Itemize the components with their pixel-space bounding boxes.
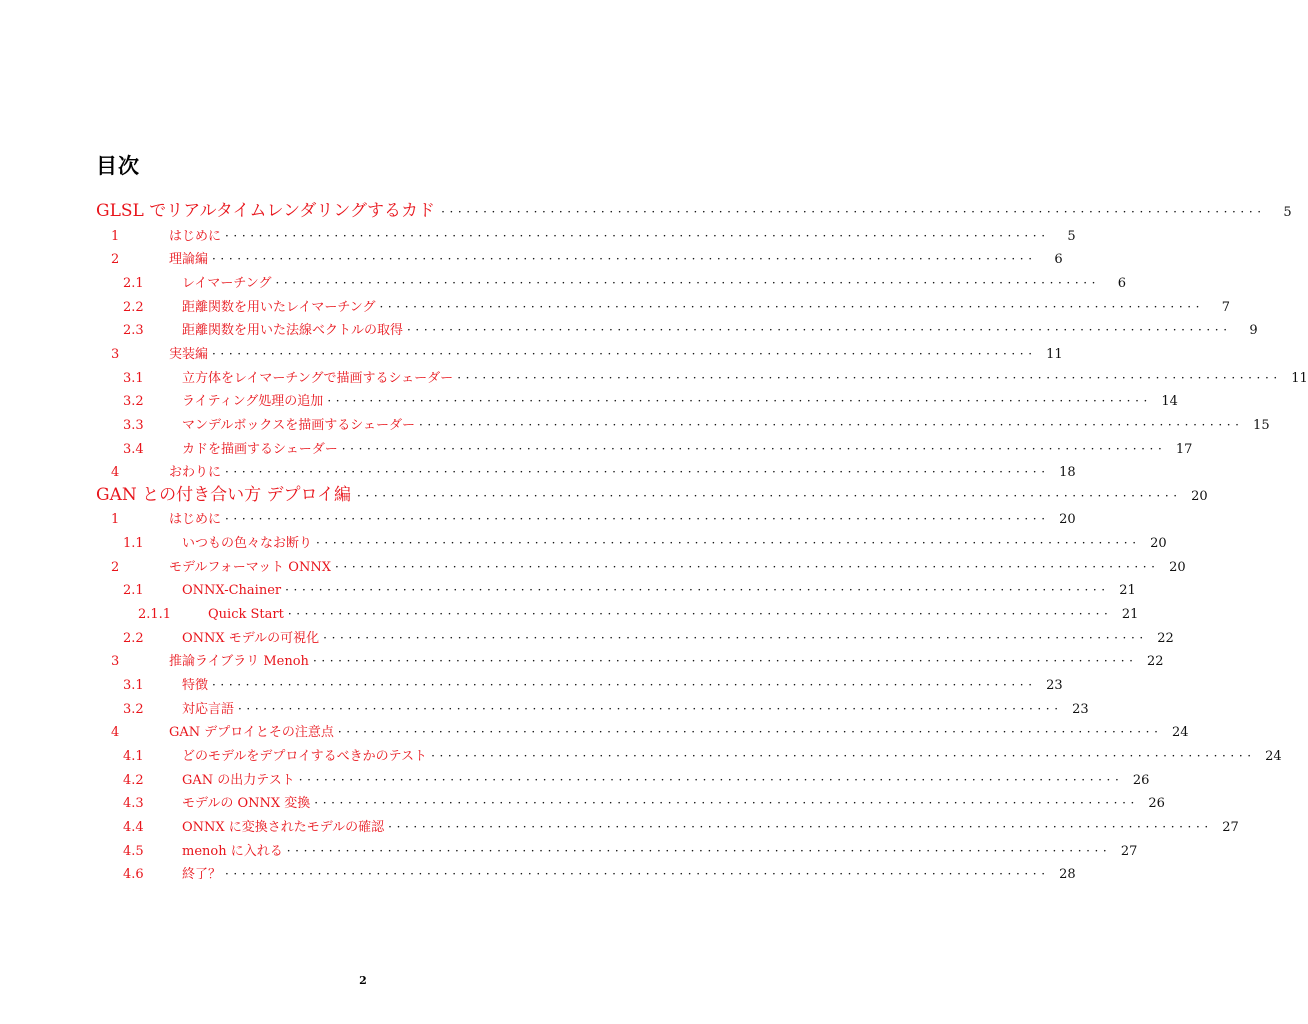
toc-entry-number: 2 xyxy=(111,252,120,268)
toc-entry-page: 7 xyxy=(1221,299,1231,315)
toc-entry[interactable] xyxy=(96,533,1167,554)
toc-dot-leader: ·································································································· xyxy=(341,441,1167,456)
toc-entry-title[interactable]: どのモデルをデプロイするべきかのテスト xyxy=(182,748,428,764)
toc-dot-leader: ·································································································· xyxy=(285,583,1110,598)
toc-dot-leader: ·································································································· xyxy=(418,417,1244,432)
toc-entry[interactable] xyxy=(96,344,1063,365)
toc-entry-page: 11 xyxy=(1046,346,1063,362)
toc-entry-page: 5 xyxy=(1283,205,1292,220)
toc-entry[interactable] xyxy=(96,368,1308,389)
toc-dot-leader: ·································································································· xyxy=(298,772,1124,787)
toc-dot-leader: ·································································································· xyxy=(312,654,1138,669)
toc-entry[interactable] xyxy=(96,580,1136,601)
toc-entry-title[interactable]: GAN との付き合い方 デプロイ編 xyxy=(96,484,352,505)
toc-entry-number: 1.1 xyxy=(123,536,144,552)
toc-entry-number: 3.2 xyxy=(123,394,144,410)
toc-entry-number: 2.1 xyxy=(123,275,144,291)
toc-entry-title[interactable]: 特徴 xyxy=(182,678,209,693)
toc-entry-title[interactable]: ONNX モデルの可視化 xyxy=(182,630,320,646)
toc-entry[interactable] xyxy=(96,746,1282,767)
toc-entry-title[interactable]: GAN デプロイとその注意点 xyxy=(169,725,334,741)
toc-entry-page: 26 xyxy=(1148,796,1165,812)
toc-dot-leader: ·································································································· xyxy=(357,488,1182,503)
toc-entry[interactable] xyxy=(96,273,1127,294)
toc-dot-leader: ·································································································· xyxy=(379,299,1205,314)
toc-entry-page: 20 xyxy=(1150,536,1167,552)
toc-entry-title[interactable]: menoh に入れる xyxy=(182,843,283,859)
toc-entry-title[interactable]: おわりに xyxy=(169,465,222,481)
toc-entry-title[interactable]: はじめに xyxy=(169,512,222,528)
toc-dot-leader: ·································································································· xyxy=(323,630,1148,645)
toc-entry-title[interactable]: ライティング処理の追加 xyxy=(182,394,324,410)
toc-dot-leader: ·································································································· xyxy=(334,559,1160,574)
toc-entry-page: 21 xyxy=(1119,583,1136,599)
toc-dot-leader: ·································································································· xyxy=(441,205,1266,219)
toc-entry-page: 23 xyxy=(1046,678,1063,693)
toc-entry-page: 9 xyxy=(1249,323,1258,339)
toc-entry-page: 5 xyxy=(1067,228,1076,244)
toc-dot-leader: ·································································································· xyxy=(388,819,1213,834)
toc-entry[interactable] xyxy=(96,509,1076,530)
toc-entry-number: 4.1 xyxy=(123,748,144,764)
toc-entry-title[interactable]: いつもの色々なお断り xyxy=(182,536,313,552)
toc-entry-page: 27 xyxy=(1120,843,1138,859)
toc-dot-leader: ·································································································· xyxy=(286,843,1112,858)
toc-entry-title[interactable]: モデルの ONNX 変換 xyxy=(182,796,311,812)
toc-entry[interactable] xyxy=(96,628,1174,649)
toc-entry[interactable] xyxy=(96,651,1164,672)
toc-entry-page: 21 xyxy=(1121,607,1139,623)
toc-entry-number: 4 xyxy=(111,465,120,481)
toc-entry[interactable] xyxy=(96,604,1139,625)
toc-entry-number: 3.3 xyxy=(123,417,144,433)
toc-entry-page: 22 xyxy=(1147,654,1164,670)
toc-chapter[interactable] xyxy=(96,200,1292,224)
toc-entry-page: 6 xyxy=(1117,275,1127,291)
toc-dot-leader: ·································································································· xyxy=(225,867,1050,882)
toc-entry-number: 2.1 xyxy=(123,583,144,599)
toc-entry-page: 20 xyxy=(1059,512,1076,528)
toc-entry-number: 4.3 xyxy=(123,796,144,812)
toc-entry[interactable] xyxy=(96,320,1258,341)
toc-entry-page: 28 xyxy=(1059,867,1076,883)
toc-entry-number: 4.4 xyxy=(123,819,144,835)
table-of-contents xyxy=(96,0,1308,1024)
toc-chapter[interactable] xyxy=(96,484,1208,508)
toc-entry[interactable] xyxy=(96,391,1178,412)
toc-entry-page: 18 xyxy=(1059,465,1076,481)
toc-entry[interactable] xyxy=(96,841,1138,862)
toc-entry-title[interactable]: 距離関数を用いた法線ベクトルの取得 xyxy=(182,323,404,339)
toc-entry-page: 22 xyxy=(1157,630,1174,646)
toc-entry-title[interactable]: カドを描画するシェーダー xyxy=(182,441,338,457)
toc-entry-number: 2.1.1 xyxy=(138,607,172,623)
toc-entry-number: 4.2 xyxy=(123,772,144,788)
toc-dot-leader: ·································································································· xyxy=(316,536,1141,551)
toc-entry-page: 17 xyxy=(1175,441,1193,457)
toc-entry-number: 3.2 xyxy=(123,701,144,717)
toc-entry-number: 3 xyxy=(111,346,120,362)
toc-entry-number: 3.1 xyxy=(123,370,144,386)
toc-entry-number: 1 xyxy=(111,228,120,244)
toc-entry[interactable] xyxy=(96,722,1189,743)
toc-entry[interactable] xyxy=(96,793,1165,814)
toc-entry[interactable] xyxy=(96,249,1063,270)
toc-entry-title[interactable]: 推論ライブラリ Menoh xyxy=(169,654,309,670)
toc-dot-leader: ·································································································· xyxy=(287,607,1113,622)
toc-entry-number: 2 xyxy=(111,559,120,575)
toc-dot-leader: ·································································································· xyxy=(275,275,1101,290)
toc-entry-page: 26 xyxy=(1132,772,1150,788)
toc-entry-page: 11 xyxy=(1291,370,1308,386)
toc-entry-number: 4 xyxy=(111,725,120,741)
toc-entry-title[interactable]: Quick Start xyxy=(208,607,284,623)
toc-entry-page: 24 xyxy=(1265,748,1282,764)
toc-entry[interactable] xyxy=(96,817,1239,838)
toc-dot-leader: ·································································································· xyxy=(431,748,1256,763)
toc-entry-title[interactable]: GLSL でリアルタイムレンダリングするカド xyxy=(96,201,436,221)
toc-entry[interactable] xyxy=(96,462,1076,483)
toc-entry-title[interactable]: モデルフォーマット ONNX xyxy=(169,559,331,575)
toc-entry-page: 15 xyxy=(1253,417,1270,433)
toc-entry[interactable] xyxy=(96,415,1270,436)
toc-entry-title[interactable]: 立方体をレイマーチングで描画するシェーダー xyxy=(182,370,454,386)
toc-dot-leader: ·································································································· xyxy=(407,323,1232,338)
toc-entry[interactable] xyxy=(96,864,1076,885)
toc-dot-leader: ·································································································· xyxy=(225,465,1050,480)
toc-entry-page: 27 xyxy=(1222,819,1239,835)
toc-entry-title[interactable]: はじめに xyxy=(169,228,222,244)
toc-entry-title[interactable]: レイマーチング xyxy=(182,275,272,291)
toc-dot-leader: ·································································································· xyxy=(327,394,1152,409)
toc-entry-number: 4.6 xyxy=(123,867,144,883)
toc-entry-number: 2.2 xyxy=(123,630,144,646)
toc-entry[interactable] xyxy=(96,226,1076,247)
toc-entry-number: 1 xyxy=(111,512,120,528)
toc-entry-title[interactable]: ONNX-Chainer xyxy=(182,583,282,599)
toc-entry-page: 23 xyxy=(1072,701,1089,717)
toc-entry-number: 3.4 xyxy=(123,441,144,457)
toc-entry-number: 2.3 xyxy=(123,323,144,339)
toc-dot-leader: ·································································································· xyxy=(212,252,1037,267)
toc-entry-page: 6 xyxy=(1054,252,1063,268)
toc-dot-leader: ·································································································· xyxy=(212,346,1037,361)
toc-heading: 目次 xyxy=(96,154,140,178)
toc-entry-title[interactable]: ONNX に変換されたモデルの確認 xyxy=(182,819,385,835)
toc-dot-leader: ·································································································· xyxy=(337,725,1163,740)
toc-entry-title[interactable]: 距離関数を用いたレイマーチング xyxy=(182,299,376,315)
toc-entry[interactable] xyxy=(96,557,1186,578)
toc-entry[interactable] xyxy=(96,770,1150,791)
toc-entry-title[interactable]: 終了？ xyxy=(182,867,222,883)
toc-entry-number: 4.5 xyxy=(123,843,144,859)
toc-dot-leader: ·································································································· xyxy=(212,678,1037,692)
toc-dot-leader: ·································································································· xyxy=(238,701,1063,716)
toc-entry-number: 3 xyxy=(111,654,120,670)
toc-entry-title[interactable]: マンデルボックスを描画するシェーダー xyxy=(182,417,415,433)
toc-entry[interactable] xyxy=(96,297,1231,318)
toc-entry-title[interactable]: GAN の出力テスト xyxy=(182,772,295,788)
toc-dot-leader: ·································································································· xyxy=(457,370,1282,385)
toc-entry[interactable] xyxy=(96,699,1089,720)
toc-entry-page: 20 xyxy=(1169,559,1186,575)
toc-entry[interactable] xyxy=(96,675,1063,696)
toc-dot-leader: ·································································································· xyxy=(225,228,1050,243)
toc-entry-title[interactable]: 実装編 xyxy=(169,346,209,362)
toc-entry-number: 3.1 xyxy=(123,678,144,693)
toc-entry[interactable] xyxy=(96,439,1193,460)
toc-dot-leader: ·································································································· xyxy=(314,796,1139,811)
page-number: 2 xyxy=(359,974,367,987)
toc-dot-leader: ·································································································· xyxy=(225,512,1050,527)
toc-entry-page: 20 xyxy=(1191,488,1208,504)
toc-entry-title[interactable]: 理論編 xyxy=(169,252,209,268)
toc-entry-title[interactable]: 対応言語 xyxy=(182,701,235,717)
toc-entry-number: 2.2 xyxy=(123,299,144,315)
toc-entry-page: 24 xyxy=(1171,725,1189,741)
toc-entry-page: 14 xyxy=(1161,394,1178,410)
